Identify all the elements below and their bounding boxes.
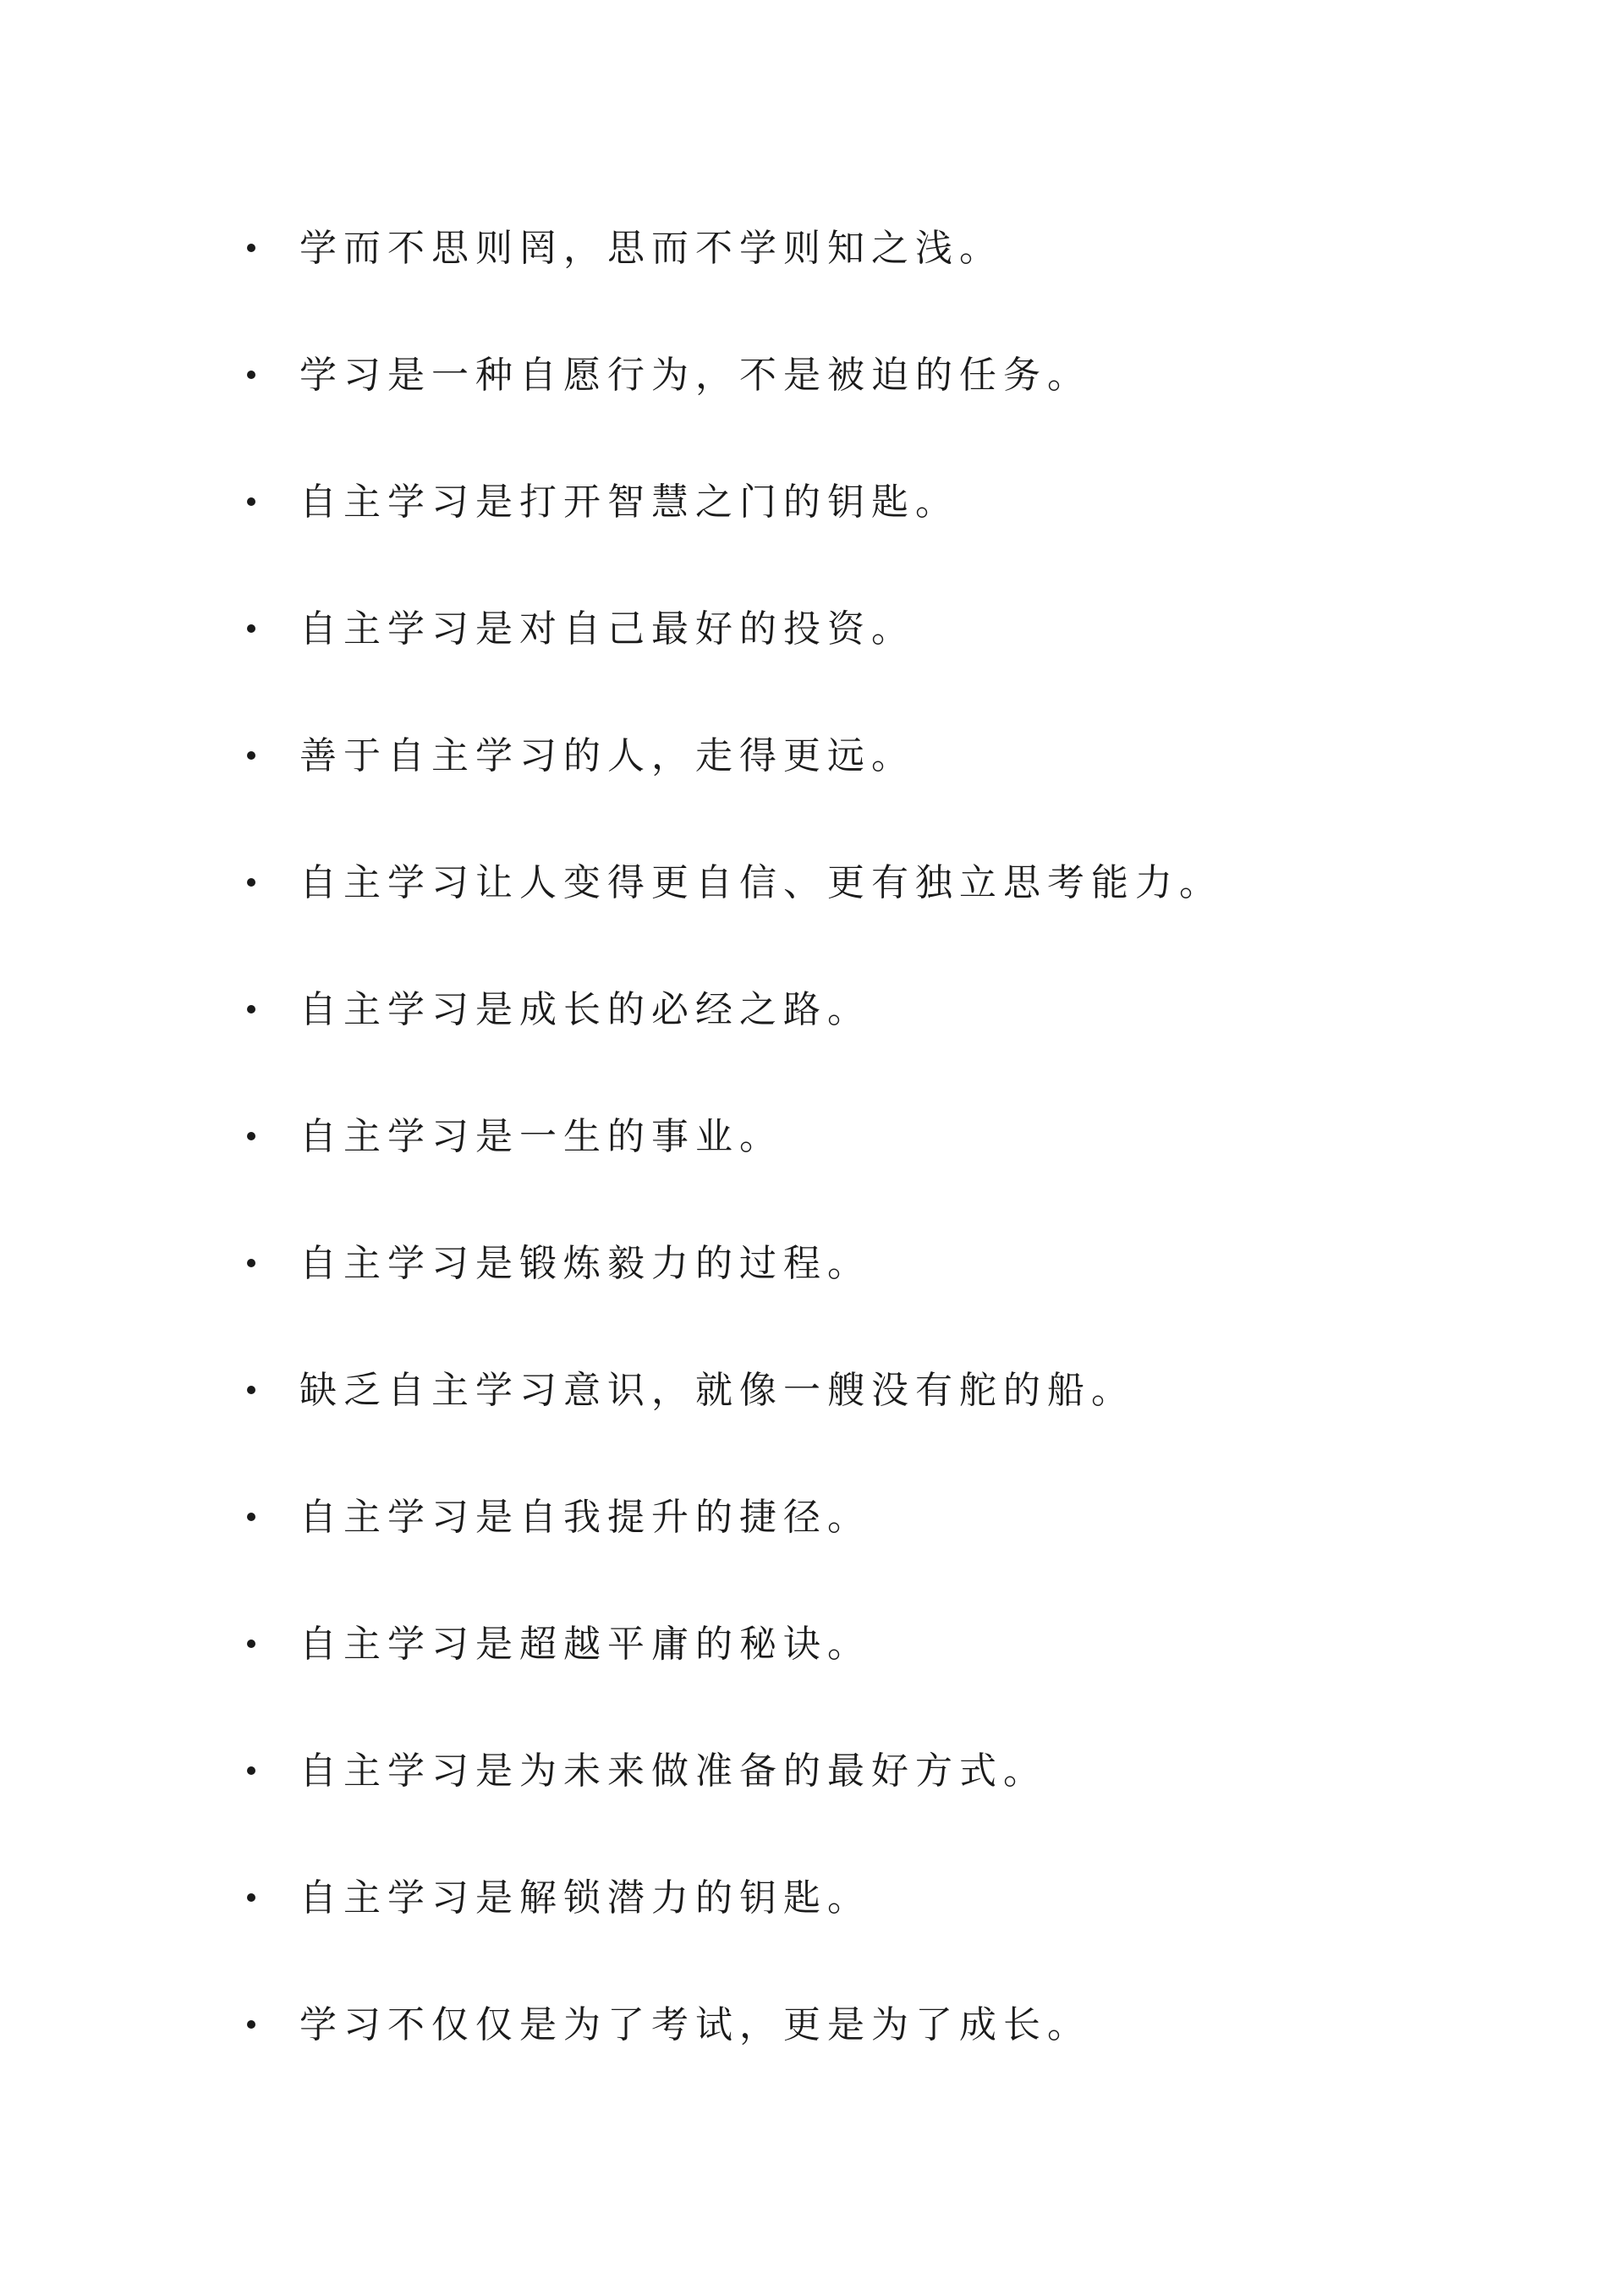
list-item-text: 自主学习是打开智慧之门的钥匙。 xyxy=(299,481,959,524)
bullet-icon xyxy=(247,1766,255,1775)
bullet-icon xyxy=(247,371,255,379)
list-item-text: 学习不仅仅是为了考试，更是为了成长。 xyxy=(299,2003,1091,2046)
list-item-text: 缺乏自主学习意识，就像一艘没有舵的船。 xyxy=(299,1369,1135,1412)
list-item-text: 自主学习是为未来做准备的最好方式。 xyxy=(299,1749,1047,1793)
bullet-icon xyxy=(247,1640,255,1648)
bullet-icon xyxy=(247,624,255,633)
list-item xyxy=(244,821,1428,948)
list-item xyxy=(244,948,1428,1074)
bullet-icon xyxy=(247,1005,255,1013)
list-item-text: 自主学习是解锁潜力的钥匙。 xyxy=(299,1876,871,1920)
list-item xyxy=(244,1201,1428,1328)
bullet-icon xyxy=(247,1893,255,1902)
list-item-text: 自主学习是超越平庸的秘诀。 xyxy=(299,1623,871,1666)
list-item-text: 学习是一种自愿行为，不是被迫的任务。 xyxy=(299,354,1091,397)
list-item xyxy=(244,186,1428,313)
list-item xyxy=(244,1074,1428,1201)
bullet-icon xyxy=(247,1259,255,1267)
list-item xyxy=(244,1963,1428,2090)
bullet-icon xyxy=(247,878,255,887)
list-item xyxy=(244,1836,1428,1963)
bullet-icon xyxy=(247,1513,255,1521)
bullet-icon xyxy=(247,2020,255,2029)
bullet-icon xyxy=(247,1132,255,1140)
list-item-text: 自主学习是锻炼毅力的过程。 xyxy=(299,1242,871,1285)
quote-list xyxy=(244,186,1428,2090)
list-item xyxy=(244,567,1428,694)
list-item xyxy=(244,694,1428,821)
list-item-text: 自主学习是成长的必经之路。 xyxy=(299,988,871,1031)
list-item-text: 善于自主学习的人，走得更远。 xyxy=(299,734,915,777)
list-item xyxy=(244,1455,1428,1582)
list-item xyxy=(244,1328,1428,1455)
list-item xyxy=(244,313,1428,440)
list-item xyxy=(244,1709,1428,1836)
list-item-text: 自主学习是对自己最好的投资。 xyxy=(299,607,915,651)
list-item-text: 自主学习是自我提升的捷径。 xyxy=(299,1496,871,1539)
list-item-text: 自主学习让人变得更自信、更有独立思考能力。 xyxy=(299,861,1223,904)
list-item-text: 自主学习是一生的事业。 xyxy=(299,1115,783,1158)
bullet-icon xyxy=(247,244,255,252)
bullet-icon xyxy=(247,751,255,760)
list-item xyxy=(244,440,1428,567)
bullet-icon xyxy=(247,1386,255,1394)
list-item-text: 学而不思则罔，思而不学则知之浅。 xyxy=(299,227,1003,270)
list-item xyxy=(244,1582,1428,1709)
bullet-icon xyxy=(247,497,255,506)
